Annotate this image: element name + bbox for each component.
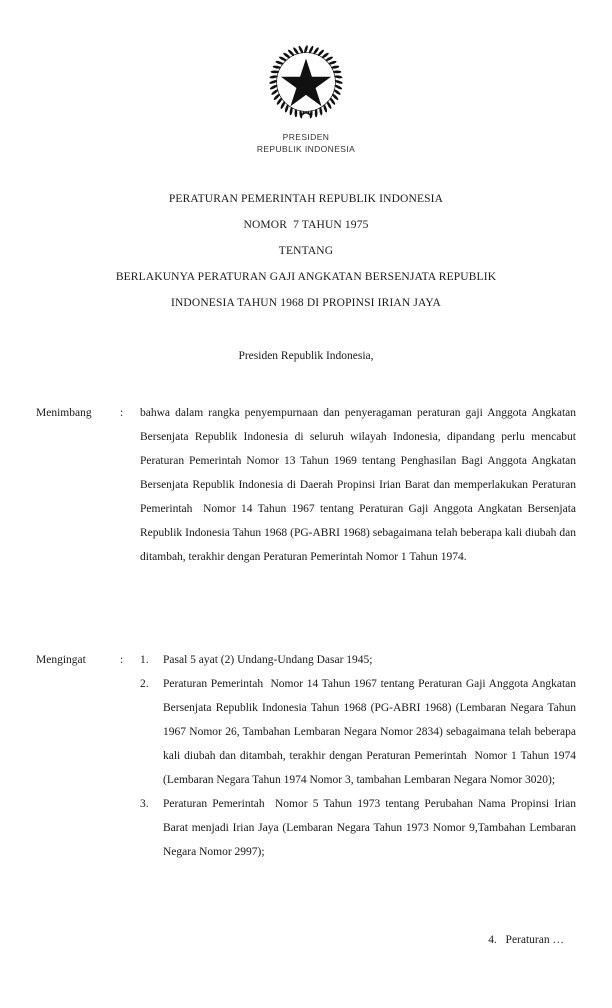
mengingat-list: [140, 648, 579, 864]
menimbang-paragraph: bahwa dalam rangka penyempurnaan dan penyeragaman peraturan gaji Anggota Angkatan Bersenjata Republik Indonesia di seluruh wilayah Indonesia, dipandang perlu mencabut Peraturan Pemerintah Nomor 13 Tahun 1969 tentang Penghasilan Bagi Anggota Angkatan Bersenjata Republik Indonesia di Daerah Propinsi Irian Barat dan memperlakukan Peraturan Pemerintah Nomor 14 Tahun 1967 tentang Peraturan Gaji Anggota Angkatan Bersenjata Republik Indonesia Tahun 1968 (PG-ABRI 1968) sebagaimana telah beberapa kali diubah dan ditambah, terakhir dengan Peraturan Pemerintah Nomor 1 Tahun 1974.: [140, 407, 579, 563]
menimbang-colon: :: [120, 407, 124, 419]
list-item-marker: 1.: [140, 654, 149, 666]
title-line-number: NOMOR 7 TAHUN 1975: [243, 219, 369, 231]
mengingat-body: [140, 648, 579, 864]
mengingat-label: Mengingat: [36, 654, 86, 666]
garuda-star-wreath-emblem: [264, 40, 348, 124]
page-continuation-marker: 4. Peraturan …: [488, 934, 564, 946]
list-item-text: Peraturan Pemerintah Nomor 14 Tahun 1967 tentang Peraturan Gaji Anggota Angkatan Bersenjata Republik Indonesia Tahun 1968 (PG-ABRI 1968) (Lembaran Negara Tahun 1967 Nomor 26, Tambahan Lembaran Negara Nomor 2834) sebagaimana telah beberapa kali diubah dan ditambah, terakhir dengan Peraturan Pemerintah Nomor 1 Tahun 1974 (Lembaran Negara Tahun 1974 Nomor 3, tambahan Lembaran Negara Nomor 3020);: [163, 678, 579, 786]
list-item-text: Pasal 5 ayat (2) Undang-Undang Dasar 1945;: [163, 654, 373, 666]
mengingat-colon: :: [120, 654, 124, 666]
list-item-marker: 3.: [140, 798, 149, 810]
emblem-caption: [0, 132, 612, 155]
list-item-marker: 2.: [140, 678, 149, 690]
title-line-regulation-type: PERATURAN PEMERINTAH REPUBLIK INDONESIA: [168, 193, 444, 205]
list-item: [140, 672, 579, 792]
title-line-tentang: TENTANG: [278, 245, 334, 257]
title-line-subject-2: INDONESIA TAHUN 1968 DI PROPINSI IRIAN JAYA: [170, 297, 442, 309]
list-item-text: Peraturan Pemerintah Nomor 5 Tahun 1973 tentang Perubahan Nama Propinsi Irian Barat menjadi Irian Jaya (Lembaran Negara Tahun 1973 Nomor 9,Tambahan Lembaran Negara Nomor 2997);: [163, 798, 579, 858]
document-title: [36, 186, 576, 316]
emblem-block: [0, 40, 612, 155]
title-line-subject-1: BERLAKUNYA PERATURAN GAJI ANGKATAN BERSENJATA REPUBLIK: [115, 271, 497, 283]
menimbang-label: Menimbang: [36, 407, 92, 419]
clause-mengingat: [36, 648, 579, 864]
emblem-caption-line1: PRESIDEN: [282, 132, 330, 142]
list-item: [140, 648, 576, 672]
opening-statement: Presiden Republik Indonesia,: [238, 350, 374, 362]
emblem-caption-line2: REPUBLIK INDONESIA: [256, 143, 356, 154]
list-item: [140, 792, 579, 864]
menimbang-body: [140, 401, 579, 569]
clause-menimbang: [36, 401, 579, 569]
